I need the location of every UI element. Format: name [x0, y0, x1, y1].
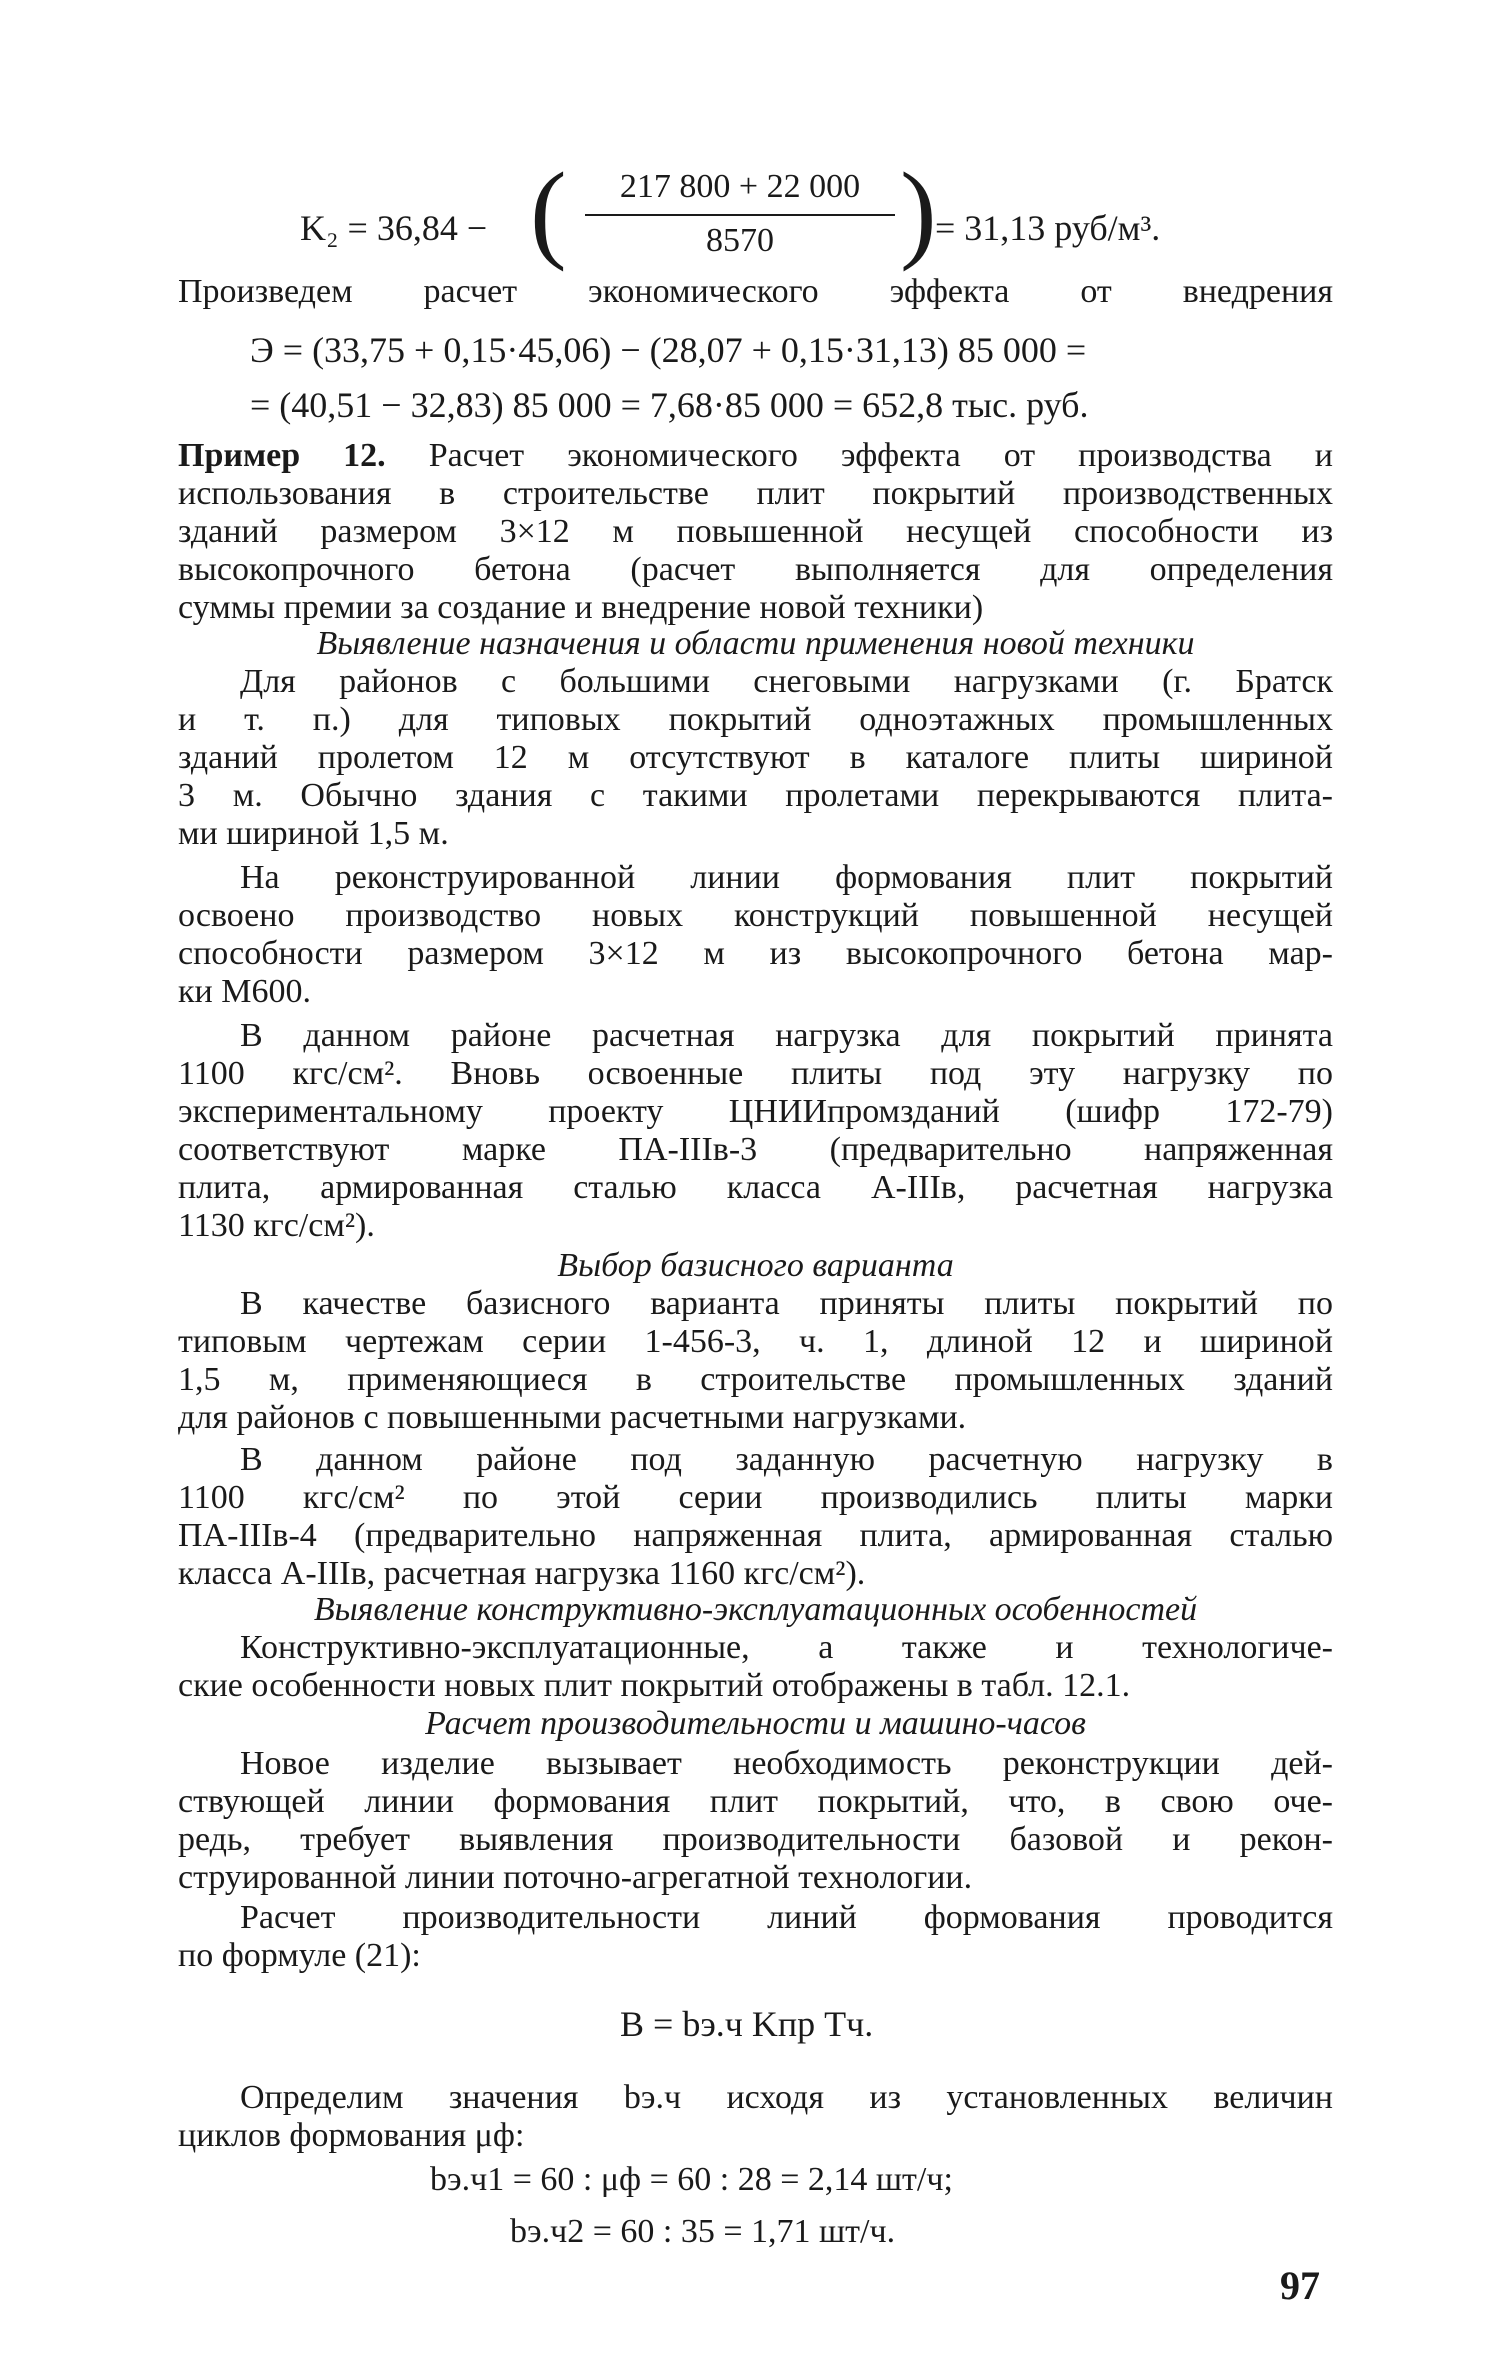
- paragraph-1-line-4: 3 м. Обычно здания с такими пролетами перекрываются плита-: [178, 777, 1333, 814]
- section-heading-features: Выявление конструктивно-эксплуатационных особенностей: [313, 1591, 1198, 1628]
- example-heading-line: [178, 436, 1333, 476]
- example-title-start: Расчет экономического эффекта от производства и: [428, 437, 1334, 474]
- formula-effect-line2: = (40,51 − 32,83) 85 000 = 7,68·85 000 = 652,8 тыс. руб.: [250, 385, 1089, 425]
- page-number: 97: [1280, 2263, 1320, 2308]
- paragraph-4-line-4: для районов с повышенными расчетными нагрузками.: [178, 1399, 967, 1436]
- formula-k2-left: K₂ = 36,84 −: [300, 208, 488, 248]
- paragraph-9-line-1: Определим значения bэ.ч исходя из установленных величин: [240, 2079, 1333, 2116]
- formula-b1: bэ.ч1 = 60 : μф = 60 : 28 = 2,14 шт/ч;: [430, 2161, 953, 2198]
- paragraph-2-line-4: ки М600.: [178, 973, 311, 1010]
- paren-left: (: [530, 150, 567, 272]
- paragraph-5-line-1: В данном районе под заданную расчетную нагрузку в: [240, 1441, 1333, 1478]
- paragraph-4-line-3: 1,5 м, применяющиеся в строительстве промышленных зданий: [178, 1361, 1333, 1398]
- intro-line: Произведем расчет экономического эффекта от внедрения: [178, 273, 1333, 310]
- paragraph-1-line-3: зданий пролетом 12 м отсутствуют в каталоге плиты шириной: [178, 739, 1333, 776]
- formula-b2: bэ.ч2 = 60 : 35 = 1,71 шт/ч.: [510, 2213, 896, 2250]
- paragraph-7-line-3: редь, требует выявления производительности базовой и рекон-: [178, 1821, 1333, 1858]
- example-line-3: зданий размером 3×12 м повышенной несущей способности из: [178, 513, 1333, 550]
- formula-productivity: B = bэ.ч Kпр Tч.: [620, 2004, 874, 2044]
- paragraph-2-line-3: способности размером 3×12 м из высокопрочного бетона мар-: [178, 935, 1333, 972]
- paragraph-1-line-1: Для районов с большими снеговыми нагрузками (г. Братск: [240, 663, 1333, 700]
- paragraph-3-line-3: экспериментальному проекту ЦНИИпромзданий (шифр 172-79): [178, 1093, 1333, 1130]
- fraction-bar: [585, 214, 895, 216]
- paragraph-2-line-1: На реконструированной линии формования плит покрытий: [240, 859, 1333, 896]
- paragraph-8-line-1: Расчет производительности линий формования проводится: [240, 1899, 1333, 1936]
- paragraph-7-line-2: ствующей линии формования плит покрытий, что, в свою оче-: [178, 1783, 1333, 1820]
- formula-k2-denominator: 8570: [706, 222, 774, 259]
- section-heading-purpose: Выявление назначения и области применения новой техники: [316, 625, 1195, 662]
- example-line-5: суммы премии за создание и внедрение новой техники): [178, 589, 984, 626]
- paragraph-2-line-2: освоено производство новых конструкций повышенной несущей: [178, 897, 1333, 934]
- paragraph-5-line-3: ПА-IIIв-4 (предварительно напряженная плита, армированная сталью: [178, 1517, 1333, 1554]
- paragraph-8-line-2: по формуле (21):: [178, 1937, 421, 1974]
- paragraph-5-line-2: 1100 кгс/см² по этой серии производились плиты марки: [178, 1479, 1333, 1516]
- formula-effect-line1: Э = (33,75 + 0,15·45,06) − (28,07 + 0,15·31,13) 85 000 =: [250, 330, 1087, 370]
- formula-k2-right: = 31,13 руб/м³.: [935, 208, 1161, 248]
- paragraph-7-line-4: струированной линии поточно-агрегатной технологии.: [178, 1859, 973, 1896]
- paren-right: ): [900, 150, 937, 272]
- paragraph-3-line-2: 1100 кгс/см². Вновь освоенные плиты под эту нагрузку по: [178, 1055, 1333, 1092]
- paragraph-3-line-6: 1130 кгс/см²).: [178, 1207, 375, 1244]
- section-heading-productivity: Расчет производительности и машино-часов: [425, 1705, 1086, 1742]
- paragraph-5-line-4: класса А-IIIв, расчетная нагрузка 1160 кгс/см²).: [178, 1555, 866, 1592]
- example-line-2: использования в строительстве плит покрытий производственных: [178, 475, 1333, 512]
- paragraph-4-line-1: В качестве базисного варианта приняты плиты покрытий по: [240, 1285, 1333, 1322]
- section-heading-base-variant: Выбор базисного варианта: [557, 1247, 954, 1284]
- paragraph-1-line-5: ми шириной 1,5 м.: [178, 815, 449, 852]
- example-label: Пример 12.: [178, 437, 386, 474]
- paragraph-3-line-4: соответствуют марке ПА-IIIв-3 (предварительно напряженная: [178, 1131, 1333, 1168]
- formula-k2-numerator: 217 800 + 22 000: [619, 168, 861, 205]
- paragraph-3-line-5: плита, армированная сталью класса А-IIIв, расчетная нагрузка: [178, 1169, 1333, 1206]
- paragraph-9-line-2: циклов формования μф:: [178, 2117, 525, 2154]
- paragraph-7-line-1: Новое изделие вызывает необходимость реконструкции дей-: [240, 1745, 1333, 1782]
- paragraph-1-line-2: и т. п.) для типовых покрытий одноэтажных промышленных: [178, 701, 1333, 738]
- paragraph-4-line-2: типовым чертежам серии 1-456-3, ч. 1, длиной 12 и шириной: [178, 1323, 1333, 1360]
- example-line-4: высокопрочного бетона (расчет выполняется для определения: [178, 551, 1333, 588]
- paragraph-6-line-2: ские особенности новых плит покрытий отображены в табл. 12.1.: [178, 1667, 1131, 1704]
- paragraph-3-line-1: В данном районе расчетная нагрузка для покрытий принята: [240, 1017, 1333, 1054]
- paragraph-6-line-1: Конструктивно-эксплуатационные, а также и технологиче-: [240, 1629, 1333, 1666]
